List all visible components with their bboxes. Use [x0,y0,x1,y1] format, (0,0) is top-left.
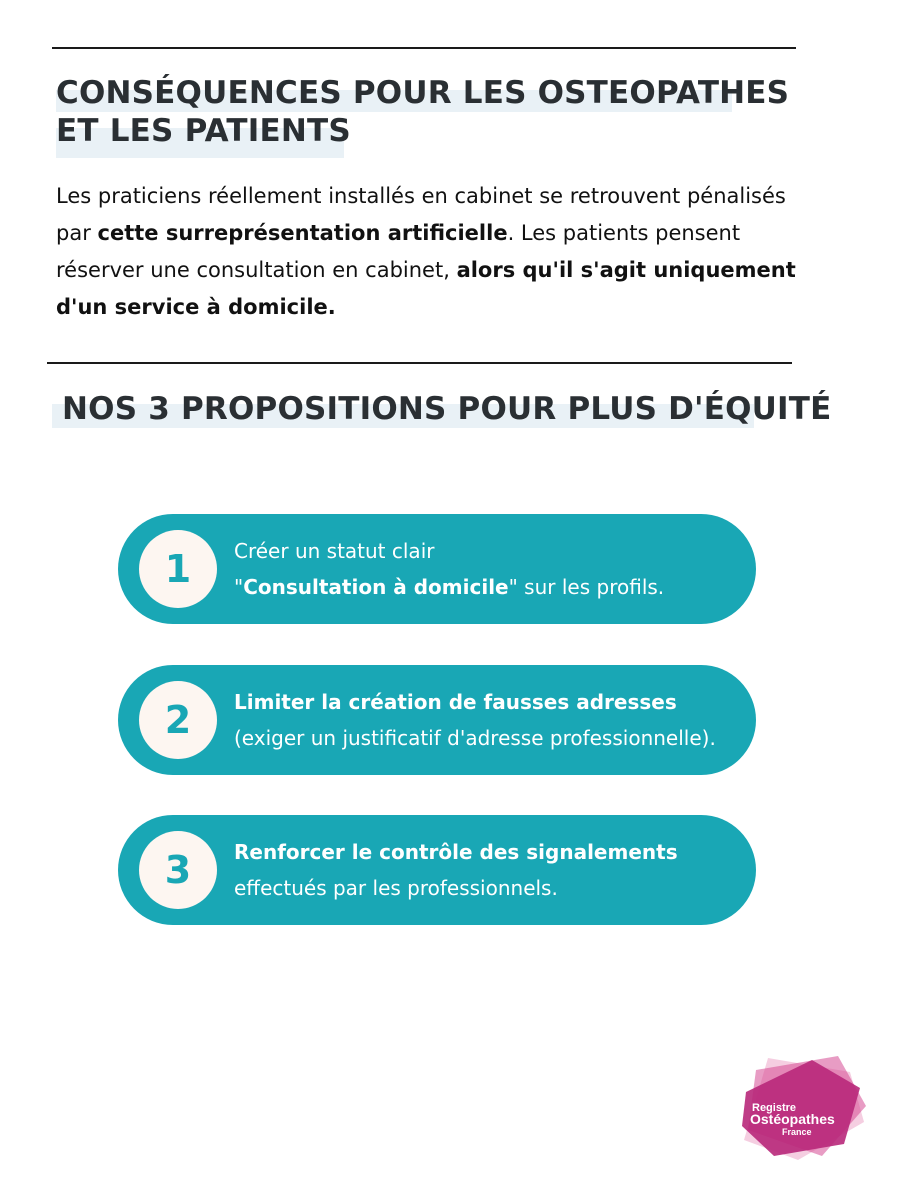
proposal-line: Créer un statut clair [234,539,435,563]
logo-text-osteopathes: Ostéopathes [750,1111,835,1127]
proposal-text-2 [234,684,736,756]
proposal-card-1 [118,514,756,624]
proposal-text-3 [234,834,736,906]
logo-text-france: France [782,1127,812,1137]
paragraph-text: Les praticiens réellement installés en cabinet se retrouvent pénalisés par [56,184,786,245]
proposal-card-2 [118,665,756,775]
heading-line-2: ET LES PATIENTS [56,113,351,149]
proposal-line: sur les profils. [517,575,665,599]
logo-text-registre: Registre [752,1102,797,1114]
proposal-line: (exiger un justificatif d'adresse professionnelle). [234,726,716,750]
proposal-number-3: 3 [139,831,217,909]
consequences-paragraph [56,178,796,326]
proposal-bold: Renforcer le contrôle des signalements [234,840,678,864]
quote-mark: " [508,575,518,599]
registre-osteopathes-logo [738,1052,870,1164]
proposals-heading: NOS 3 PROPOSITIONS POUR PLUS D'ÉQUITÉ [62,391,832,427]
quote-mark: " [234,575,244,599]
proposal-card-3 [118,815,756,925]
middle-divider [47,362,792,364]
proposal-line: effectués par les professionnels. [234,876,558,900]
proposal-number-2: 2 [139,681,217,759]
paragraph-text: . Les patients pensent réserver une consultation en cabinet, [56,221,741,282]
paragraph-bold: cette surreprésentation artificielle [97,221,508,245]
paragraph-bold: alors qu'il s'agit uniquement d'un service à domicile. [56,258,796,319]
top-divider [52,47,796,49]
consequences-heading [56,74,789,150]
proposal-bold: Limiter la création de fausses adresses [234,690,677,714]
proposal-number-1: 1 [139,530,217,608]
heading-line-1: CONSÉQUENCES POUR LES OSTEOPATHES [56,75,790,111]
proposal-bold: Consultation à domicile [243,575,509,599]
proposal-text-1 [234,533,736,605]
